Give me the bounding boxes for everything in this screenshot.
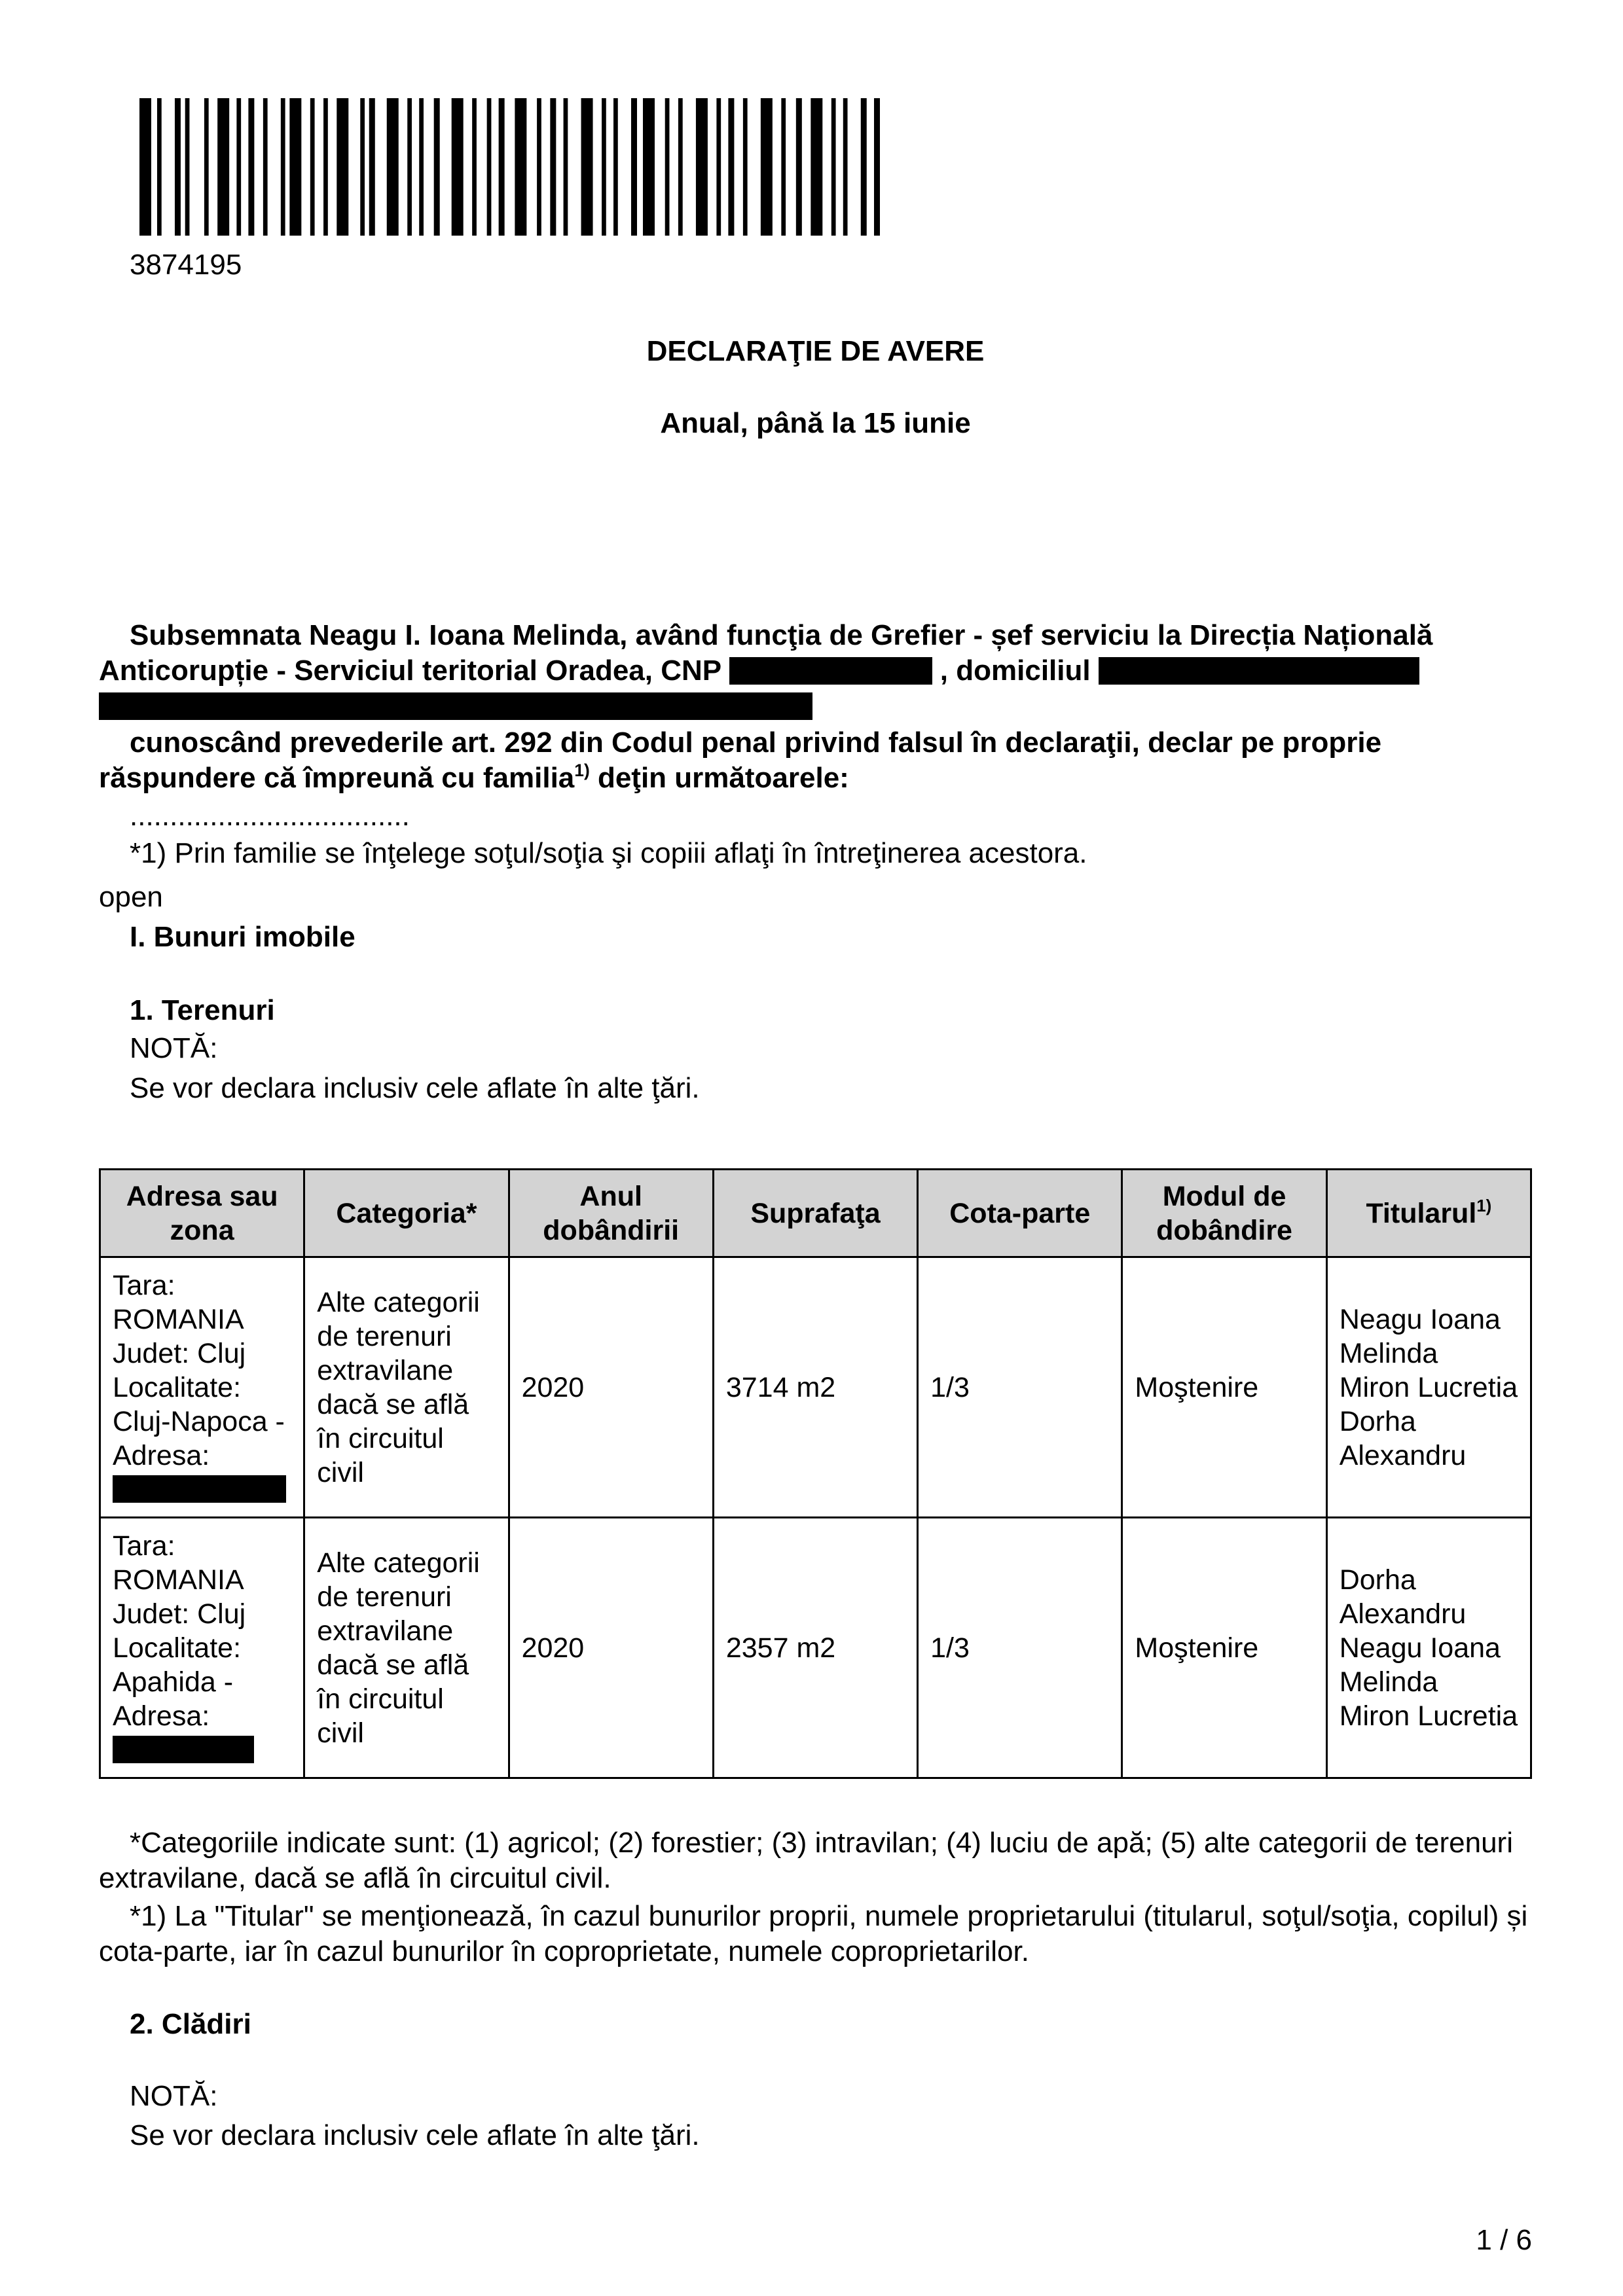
barcode-bar [289,98,301,236]
owners-cell [1326,1518,1531,1778]
barcode-bar [263,98,268,236]
note-text: Se vor declara inclusiv cele aflate în alte ţări. [130,2119,700,2151]
document-title: DECLARAŢIE DE AVERE [646,335,985,367]
category-cell: Alte categorii de terenuri extravilane dacă se află în circuitul civil [304,1257,509,1518]
owner-name: Neagu Ioana Melinda [1339,1632,1501,1698]
barcode-bar [796,98,802,236]
barcode-bar [696,98,708,236]
section-title-real-estate: I. Bunuri imobile [130,921,356,953]
barcode-bar [248,98,254,236]
owner-name: Miron Lucretia [1339,1700,1518,1732]
header-year: Anul dobândirii [509,1170,713,1257]
address-text: Tara: ROMANIA Judet: Cluj Localitate: Cluj-Napoca - Adresa: [113,1269,285,1471]
address-cell [100,1518,304,1778]
owner-name: Dorha Alexandru [1339,1564,1467,1630]
barcode-bar [139,98,151,236]
stray-text: open [99,881,163,913]
acquisition-cell: Moştenire [1122,1518,1326,1778]
owners-cell [1326,1257,1531,1518]
subsection-title-land: 1. Terenuri [130,994,275,1026]
category-cell: Alte categorii de terenuri extravilane dacă se află în circuitul civil [304,1518,509,1778]
barcode-bar [811,98,822,236]
barcode-bar [487,98,492,236]
barcode-bar [217,98,229,236]
barcode-bar [175,98,181,236]
barcode-bar [781,98,786,236]
subsection-title-buildings: 2. Clădiri [130,2008,251,2040]
header-share: Cota-parte [918,1170,1122,1257]
note-label: NOTĂ: [130,1032,218,1064]
barcode-bar [310,98,315,236]
barcode-bar [602,98,606,236]
note-label: NOTĂ: [130,2080,218,2112]
footnote-ref-owner: 1) [1476,1196,1492,1215]
area-cell: 3714 m2 [713,1257,917,1518]
barcode-bar [407,98,412,236]
barcode-bar [716,98,721,236]
barcode-bar [236,98,241,236]
barcode-bar [281,98,285,236]
family-footnote: *1) Prin familie se înţelege soţul/soţia şi copiii aflaţi în întreţinerea acestora. [130,837,1087,869]
barcode-bar [499,98,505,236]
barcode-bar [743,98,748,236]
barcode-bar [323,98,328,236]
barcode-bar [665,98,670,236]
barcode-bar [434,98,440,236]
redacted-domicile-part-2 [99,692,812,720]
redacted-cnp [729,657,932,685]
barcode-bar [537,98,541,236]
barcode-bar [843,98,848,236]
page-number: 1 / 6 [1476,2224,1532,2256]
barcode-bar [631,98,637,236]
note-text: Se vor declara inclusiv cele aflate în alte ţări. [130,1072,700,1104]
header-acquisition: Modul de dobândire [1122,1170,1326,1257]
declaration-text: cunoscând prevederile art. 292 din Codul penal privind falsul în declaraţii, declar pe proprie răspundere că împreună cu familia [99,726,1382,794]
barcode-bar [613,98,618,236]
area-cell: 2357 m2 [713,1518,917,1778]
barcode-bar [337,98,348,236]
address-cell [100,1257,304,1518]
year-cell: 2020 [509,1518,713,1778]
table-header-row [100,1170,1531,1257]
barcode-bar [678,98,683,236]
barcode-bar [728,98,734,236]
share-cell: 1/3 [918,1518,1122,1778]
land-table [99,1168,1532,1779]
barcode [139,98,880,236]
document-subtitle: Anual, până la 15 iunie [660,407,971,439]
barcode-bar [204,98,209,236]
barcode-bar [550,98,556,236]
owner-footnote: *1) La "Titular" se menţionează, în cazul bunurilor proprii, numele proprietarului (titularul, soţul/soţia, copilul) și cota-parte, iar în cazul bunurilor în coproprietate, numele coproprietarilor. [99,1900,1528,1967]
categories-footnote: *Categoriile indicate sunt: (1) agricol; (2) forestier; (3) intravilan; (4) luciu de apă; (5) alte categorii de terenuri extravilane, dacă se află în circuitul civil. [99,1827,1513,1894]
declaration-text-end: deţin următoarele: [589,762,849,794]
acquisition-cell: Moştenire [1122,1257,1326,1518]
year-cell: 2020 [509,1257,713,1518]
domicile-label: , domiciliul [939,655,1091,687]
header-owner [1326,1170,1531,1257]
header-area: Suprafaţa [713,1170,917,1257]
barcode-bar [360,98,365,236]
redacted-land-address [113,1736,254,1763]
declaration-statement [99,725,1532,796]
barcode-bar [861,98,867,236]
barcode-bar [874,98,880,236]
share-cell: 1/3 [918,1257,1122,1518]
barcode-bar [761,98,773,236]
footnote-ref-family: 1) [574,760,590,780]
redacted-domicile-part-1 [1099,657,1419,685]
barcode-bar [472,98,477,236]
barcode-bar [564,98,568,236]
barcode-bar [387,98,399,236]
table-row [100,1518,1531,1778]
redacted-land-address [113,1475,286,1503]
barcode-bar [581,98,593,236]
owner-name: Neagu Ioana Melinda [1339,1303,1501,1369]
barcode-number: 3874195 [130,249,242,281]
header-owner-label: Titularul [1366,1197,1477,1229]
header-address: Adresa sau zona [100,1170,304,1257]
declarant-statement [99,618,1532,724]
barcode-bar [419,98,424,236]
declarant-statement-text: Subsemnata Neagu I. Ioana Melinda, având funcţia de Grefier - șef serviciu la Direcția Națională Anticorupție - Serviciul teritorial Oradea, CNP [99,619,1433,687]
dotted-line: ................................... [130,800,410,832]
barcode-bar [515,98,526,236]
barcode-bar [452,98,464,236]
barcode-bar [185,98,190,236]
table-row [100,1257,1531,1518]
owner-name: Dorha Alexandru [1339,1405,1467,1471]
barcode-bar [831,98,836,236]
barcode-bar [157,98,162,236]
barcode-bar [643,98,655,236]
barcode-bar [369,98,375,236]
header-category: Categoria* [304,1170,509,1257]
owner-name: Miron Lucretia [1339,1371,1518,1403]
address-text: Tara: ROMANIA Judet: Cluj Localitate: Apahida - Adresa: [113,1530,246,1732]
